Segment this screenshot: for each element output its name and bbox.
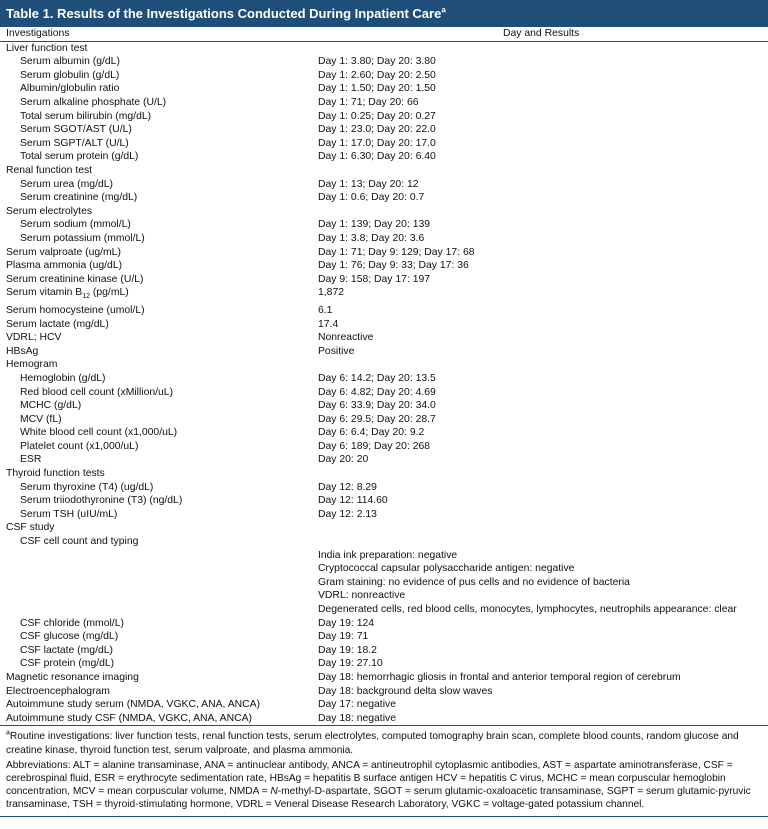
investigation-name-text: Autoimmune study CSF (NMDA, VGKC, ANA, ANCA): [6, 712, 252, 724]
investigation-name-tail: (pg/mL): [90, 287, 129, 299]
header-row: [0, 27, 768, 41]
investigation-name-text: Serum globulin (g/dL): [20, 69, 120, 81]
investigation-name-text: Electroencephalogram: [6, 685, 110, 697]
table-row: [0, 467, 768, 481]
investigation-name-text: Serum valproate (ug/mL): [6, 246, 121, 258]
result-value: [318, 191, 768, 205]
results-body: [0, 41, 768, 726]
result-value: [318, 345, 768, 359]
result-value: [318, 246, 768, 260]
table-row: [0, 426, 768, 440]
result-value: [318, 657, 768, 671]
table-row: [0, 630, 768, 644]
investigation-name: [0, 304, 318, 318]
table-row: [0, 372, 768, 386]
table-row: [0, 671, 768, 685]
table-row: [0, 413, 768, 427]
investigation-name-text: Serum sodium (mmol/L): [20, 219, 131, 231]
table-row: [0, 55, 768, 69]
investigation-name: [0, 698, 318, 712]
result-value: [318, 358, 768, 372]
table-row: [0, 246, 768, 260]
table-row: [0, 657, 768, 671]
investigation-name-text: Serum albumin (g/dL): [20, 56, 120, 68]
table-row: [0, 110, 768, 124]
result-value: [318, 630, 768, 644]
result-value-line: Gram staining: no evidence of pus cells and no evidence of bacteria: [318, 576, 630, 588]
investigation-name: [0, 657, 318, 671]
investigation-name: [0, 358, 318, 372]
investigation-name-text: Plasma ammonia (ug/dL): [6, 260, 123, 272]
investigation-name: [0, 331, 318, 345]
table-row: [0, 96, 768, 110]
investigation-name: [0, 399, 318, 413]
result-value: [318, 535, 768, 617]
table-row: [0, 685, 768, 699]
result-value: [318, 698, 768, 712]
result-value-line: India ink preparation: negative: [318, 549, 458, 561]
investigation-name-text: Serum urea (mg/dL): [20, 178, 113, 190]
result-value: [318, 259, 768, 273]
investigation-name-text: Magnetic resonance imaging: [6, 671, 139, 683]
investigation-name-subscript: 12: [82, 293, 91, 301]
investigation-name: [0, 508, 318, 522]
table-row: [0, 386, 768, 400]
table-title-bar: [0, 0, 768, 27]
result-value: [318, 273, 768, 287]
table-row: [0, 453, 768, 467]
result-value: [318, 286, 768, 304]
table-row: [0, 69, 768, 83]
table-row: [0, 273, 768, 287]
investigation-name-text: Serum potassium (mmol/L): [20, 232, 145, 244]
investigation-name: [0, 481, 318, 495]
table-row: [0, 617, 768, 631]
result-value: [318, 178, 768, 192]
result-value-text: Day 20: 20: [318, 454, 369, 466]
result-value-text: Nonreactive: [318, 332, 374, 344]
result-value-text: Day 17: negative: [318, 699, 396, 711]
result-value-text: Day 1: 139; Day 20: 139: [318, 219, 431, 231]
table-row: [0, 218, 768, 232]
result-value-text: Day 1: 1.50; Day 20: 1.50: [318, 83, 436, 95]
table-row: [0, 137, 768, 151]
investigation-name-text: MCHC (g/dL): [20, 400, 82, 412]
table-notes: [0, 726, 768, 811]
table-row: [0, 440, 768, 454]
result-value-text: Day 6: 6.4; Day 20: 9.2: [318, 427, 425, 439]
investigation-name: [0, 386, 318, 400]
investigation-name: [0, 630, 318, 644]
investigation-name-text: CSF cell count and typing: [20, 536, 139, 548]
result-value: [318, 164, 768, 178]
result-value: [318, 331, 768, 345]
investigation-name-text: Serum thyroxine (T4) (ug/dL): [20, 481, 154, 493]
investigation-name-text: Serum creatinine (mg/dL): [20, 192, 138, 204]
result-value-text: Day 6: 29.5; Day 20: 28.7: [318, 413, 436, 425]
result-value-text: Day 1: 3.8; Day 20: 3.6: [318, 232, 425, 244]
result-value: [318, 413, 768, 427]
table-row: [0, 508, 768, 522]
investigation-name-text: Serum TSH (uIU/mL): [20, 508, 118, 520]
result-value: [318, 508, 768, 522]
investigation-name-text: Platelet count (x1,000/uL): [20, 440, 139, 452]
table-row: [0, 318, 768, 332]
abbreviations: [6, 759, 760, 812]
investigation-name-text: Serum vitamin B: [6, 287, 83, 299]
result-value-text: Day 1: 0.25; Day 20: 0.27: [318, 110, 436, 122]
result-value-line: Cryptococcal capsular polysaccharide antigen: negative: [318, 563, 575, 575]
result-value: [318, 318, 768, 332]
investigation-name-text: Autoimmune study serum (NMDA, VGKC, ANA, ANCA): [6, 699, 261, 711]
investigation-name: [0, 426, 318, 440]
result-value-text: Day 19: 27.10: [318, 658, 383, 670]
result-value-text: Day 1: 71; Day 20: 66: [318, 96, 419, 108]
table-row: [0, 259, 768, 273]
abbreviations-text-pre: Abbreviations: ALT = alanine transaminase, ANA = antinuclear antibody, ANCA = antineutrophil cytoplasmic antibodies, AST = aspartate aminotransferase, CSF = cerebrospinal fluid, ESR = erythrocyte sedimentation rate, HBsAg = hepatitis B surface antigen HCV = hepatitis C virus, MCHC = mean corpuscular hemoglobin concentration, MCV = mean corpuscular volume, NMDA =: [6, 759, 733, 798]
investigation-name: [0, 150, 318, 164]
investigation-name: [0, 685, 318, 699]
investigation-name: [0, 191, 318, 205]
result-value-text: 17.4: [318, 318, 339, 330]
footnote-a-text: Routine investigations: liver function tests, renal function tests, serum electrolytes, computed tomography brain scan, complete blood counts, random glucose and creatine kinase, thyroid function test, serum valproate, and plasma ammonia.: [6, 731, 739, 756]
result-value: [318, 372, 768, 386]
results-table: [0, 27, 768, 726]
investigation-name-text: Serum triiodothyronine (T3) (ng/dL): [20, 495, 183, 507]
result-value-text: 1,872: [318, 287, 345, 299]
table-row: [0, 331, 768, 345]
result-value-text: Positive: [318, 345, 355, 357]
investigation-name: [0, 164, 318, 178]
investigation-name-text: Serum homocysteine (umol/L): [6, 304, 145, 316]
result-value: [318, 494, 768, 508]
result-value-text: 6.1: [318, 304, 333, 316]
result-value: [318, 218, 768, 232]
investigation-name-text: HBsAg: [6, 345, 39, 357]
table-row: [0, 164, 768, 178]
investigation-name-text: Serum creatinine kinase (U/L): [6, 273, 144, 285]
table-row: [0, 494, 768, 508]
investigation-name: [0, 110, 318, 124]
result-value: [318, 467, 768, 481]
table-title: Table 1. Results of the Investigations Conducted During Inpatient Care: [6, 6, 442, 21]
result-value-text: Day 9: 158; Day 17: 197: [318, 273, 431, 285]
investigation-name: [0, 413, 318, 427]
result-value: [318, 41, 768, 55]
table-row: [0, 521, 768, 535]
investigation-name-text: VDRL; HCV: [6, 332, 62, 344]
result-value-text: Day 19: 18.2: [318, 644, 377, 656]
investigation-name: [0, 440, 318, 454]
investigation-name: [0, 345, 318, 359]
result-value-text: Day 1: 6.30; Day 20: 6.40: [318, 151, 436, 163]
result-value: [318, 644, 768, 658]
investigation-name-text: Serum lactate (mg/dL): [6, 318, 109, 330]
table-row: [0, 82, 768, 96]
result-value: [318, 712, 768, 726]
result-value: [318, 671, 768, 685]
investigation-name-text: Total serum bilirubin (mg/dL): [20, 110, 152, 122]
result-value-text: Day 19: 124: [318, 617, 375, 629]
footnote-a: [6, 730, 760, 756]
result-value-text: Day 1: 0.6; Day 20: 0.7: [318, 192, 425, 204]
investigation-name: [0, 617, 318, 631]
result-value-text: Day 1: 23.0; Day 20: 22.0: [318, 124, 436, 136]
abbreviations-text-post: -methyl-D-aspartate, SGOT = serum glutamic-oxaloacetic transaminase, SGPT = serum glutamic-pyruvic transaminase, TSH = thyroid-stimulating hormone, VDRL = Veneral Disease Research Laboratory, VGKC = voltage-gated potassium channel.: [6, 786, 751, 811]
investigation-name-text: CSF lactate (mg/dL): [20, 644, 113, 656]
investigation-name-text: Total serum protein (g/dL): [20, 151, 139, 163]
investigation-name-text: CSF study: [6, 522, 55, 534]
abbreviations-italic-n: N: [270, 786, 278, 798]
investigation-name-text: Renal function test: [6, 164, 93, 176]
table-row: [0, 535, 768, 617]
result-value: [318, 150, 768, 164]
table-row: [0, 358, 768, 372]
investigation-name: [0, 494, 318, 508]
result-value-text: Day 6: 14.2; Day 20: 13.5: [318, 372, 436, 384]
table-row: [0, 644, 768, 658]
result-value: [318, 137, 768, 151]
investigation-name-text: CSF glucose (mg/dL): [20, 631, 119, 643]
investigation-name: [0, 178, 318, 192]
result-value-line: Degenerated cells, red blood cells, monocytes, lymphocytes, neutrophils appearance: clear: [318, 604, 737, 616]
investigation-name: [0, 467, 318, 481]
investigation-name: [0, 232, 318, 246]
result-value-text: Day 19: 71: [318, 631, 369, 643]
result-value: [318, 481, 768, 495]
result-value: [318, 685, 768, 699]
result-value: [318, 399, 768, 413]
investigation-name-text: CSF chloride (mmol/L): [20, 617, 124, 629]
investigation-name: [0, 137, 318, 151]
result-value-text: Day 1: 2.60; Day 20: 2.50: [318, 69, 436, 81]
result-value-text: Day 12: 8.29: [318, 481, 377, 493]
result-value-text: Day 12: 114.60: [318, 495, 388, 507]
investigation-name: [0, 259, 318, 273]
table-row: [0, 150, 768, 164]
investigation-name: [0, 205, 318, 219]
result-value: [318, 110, 768, 124]
result-value-text: Day 1: 3.80; Day 20: 3.80: [318, 56, 436, 68]
table-row: [0, 232, 768, 246]
table-row: [0, 41, 768, 55]
result-value: [318, 96, 768, 110]
footnote-a-marker: a: [6, 729, 10, 737]
investigation-name: [0, 712, 318, 726]
investigation-name: [0, 69, 318, 83]
result-value-text: Day 6: 4.82; Day 20: 4.69: [318, 386, 436, 398]
investigation-name: [0, 218, 318, 232]
investigation-name-text: Red blood cell count (xMillion/uL): [20, 386, 174, 398]
investigation-name-text: Liver function test: [6, 42, 88, 54]
investigation-name-text: MCV (fL): [20, 413, 62, 425]
investigation-name: [0, 644, 318, 658]
result-value-line: [318, 535, 768, 549]
investigation-name: [0, 273, 318, 287]
result-value-text: Day 18: negative: [318, 712, 396, 724]
investigation-name: [0, 286, 318, 304]
investigation-name-text: Serum SGOT/AST (U/L): [20, 124, 132, 136]
table-row: [0, 304, 768, 318]
investigation-name: [0, 372, 318, 386]
table-row: [0, 399, 768, 413]
result-value: [318, 205, 768, 219]
result-value-text: Day 1: 17.0; Day 20: 17.0: [318, 137, 436, 149]
result-value: [318, 232, 768, 246]
investigation-name-text: Serum electrolytes: [6, 205, 93, 217]
table-row: [0, 178, 768, 192]
result-value: [318, 426, 768, 440]
result-value: [318, 521, 768, 535]
investigation-name-text: Albumin/globulin ratio: [20, 83, 120, 95]
investigation-name: [0, 318, 318, 332]
investigation-name: [0, 123, 318, 137]
table-row: [0, 712, 768, 726]
result-value: [318, 440, 768, 454]
table-row: [0, 698, 768, 712]
investigation-name: [0, 521, 318, 535]
table-title-footnote-marker: a: [441, 5, 446, 15]
result-value: [318, 69, 768, 83]
header-day-results: Day and Results: [318, 27, 768, 41]
result-value: [318, 386, 768, 400]
header-investigations: Investigations: [0, 27, 318, 41]
table-row: [0, 345, 768, 359]
investigation-name-text: Serum alkaline phosphate (U/L): [20, 96, 167, 108]
result-value-text: Day 6: 33.9; Day 20: 34.0: [318, 400, 436, 412]
investigation-name-text: White blood cell count (x1,000/uL): [20, 427, 178, 439]
investigation-name: [0, 96, 318, 110]
result-value: [318, 55, 768, 69]
investigation-name: [0, 41, 318, 55]
result-value: [318, 453, 768, 467]
result-value: [318, 82, 768, 96]
table-row: [0, 286, 768, 304]
investigation-name: [0, 535, 318, 617]
investigation-name: [0, 671, 318, 685]
investigation-name-text: ESR: [20, 454, 42, 466]
result-value: [318, 617, 768, 631]
investigation-name-text: Serum SGPT/ALT (U/L): [20, 137, 129, 149]
bottom-rule: [0, 816, 768, 817]
investigation-name-text: Hemogram: [6, 359, 58, 371]
result-value: [318, 123, 768, 137]
result-value-line: VDRL: nonreactive: [318, 590, 406, 602]
result-value-text: Day 18: hemorrhagic gliosis in frontal and anterior temporal region of cerebrum: [318, 671, 681, 683]
table-row: [0, 191, 768, 205]
investigation-name-text: Thyroid function tests: [6, 468, 105, 480]
investigation-name-text: Hemoglobin (g/dL): [20, 372, 106, 384]
investigation-name-text: CSF protein (mg/dL): [20, 658, 115, 670]
investigation-name: [0, 246, 318, 260]
table-row: [0, 123, 768, 137]
result-value-text: Day 12: 2.13: [318, 508, 377, 520]
result-value-text: Day 1: 76; Day 9: 33; Day 17: 36: [318, 260, 469, 272]
result-value: [318, 304, 768, 318]
result-value-text: Day 6: 189; Day 20: 268: [318, 440, 431, 452]
investigation-name: [0, 453, 318, 467]
result-value-text: Day 1: 71; Day 9: 129; Day 17: 68: [318, 246, 475, 258]
investigation-name: [0, 82, 318, 96]
table-row: [0, 205, 768, 219]
table-row: [0, 481, 768, 495]
result-value-text: Day 1: 13; Day 20: 12: [318, 178, 419, 190]
result-value-text: Day 18: background delta slow waves: [318, 685, 493, 697]
investigation-name: [0, 55, 318, 69]
